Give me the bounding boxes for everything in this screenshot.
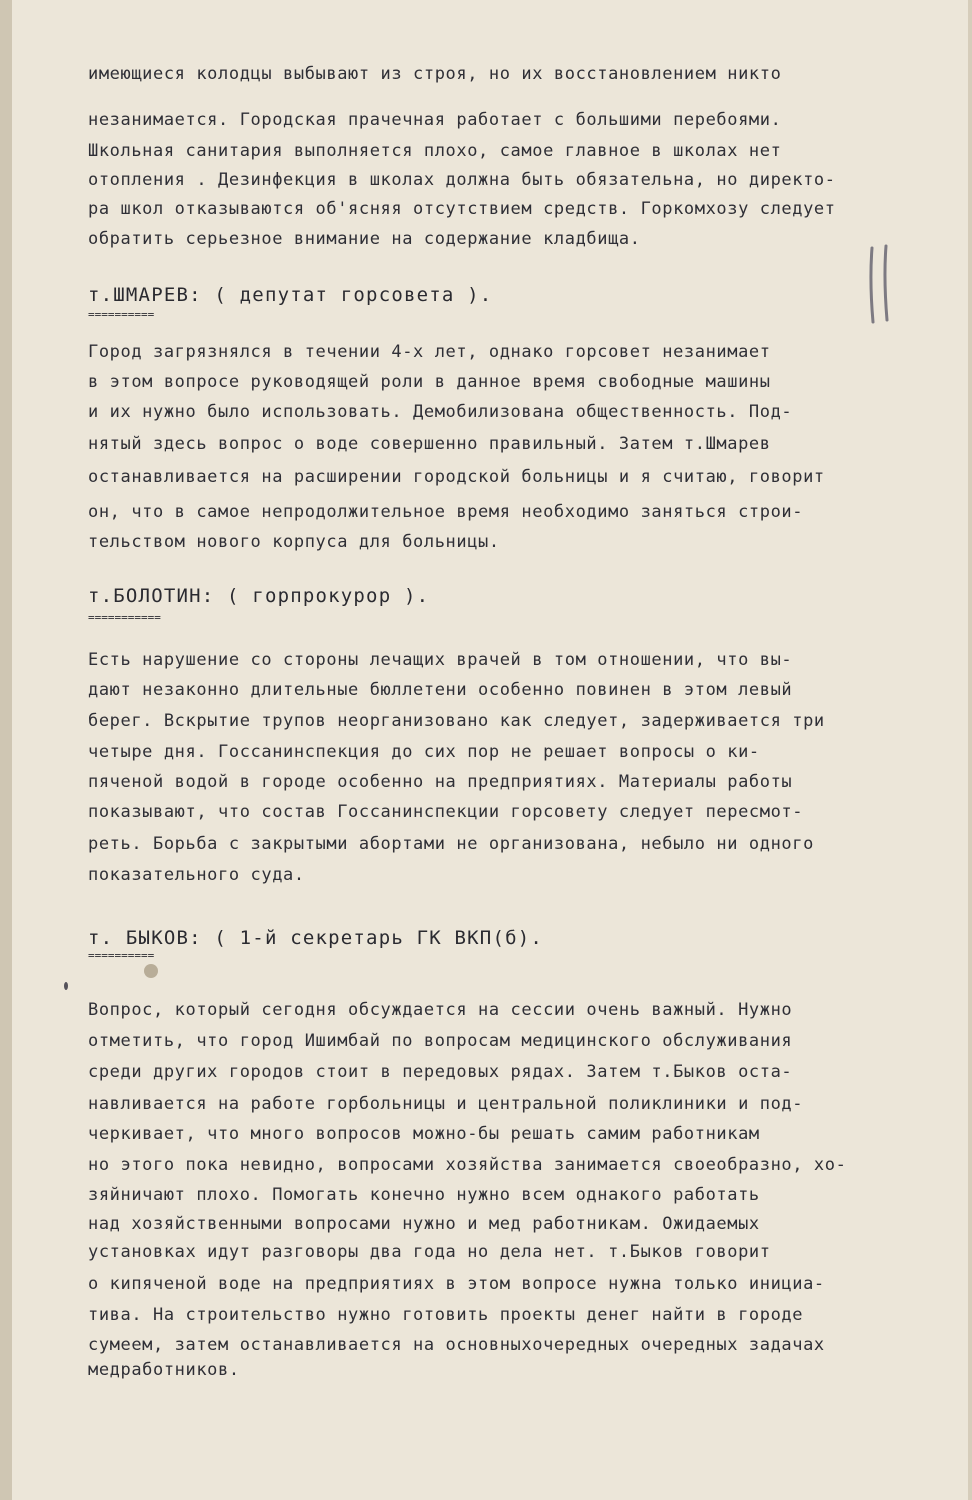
paragraph4-line: над хозяйственными вопросами нужно и мед работникам. Ожидаемых bbox=[88, 1214, 760, 1234]
paragraph4-line: среди других городов стоит в передовых рядах. Затем т.Быков оста- bbox=[88, 1062, 793, 1082]
paragraph4-line: тива. На строительство нужно готовить проекты денег найти в городе bbox=[88, 1305, 804, 1325]
paragraph4-line: о кипяченой воде на предприятиях в этом вопросе нужна только инициа- bbox=[88, 1274, 825, 1294]
paragraph4-line: сумеем, затем останавливается на основныхочередных очередных задачах bbox=[88, 1335, 825, 1355]
paragraph3-line: показывают, что состав Госсанинспекции горсовету следует пересмот- bbox=[88, 802, 804, 822]
paragraph4-line: черкивает, что много вопросов можно-бы решать самим работникам bbox=[88, 1124, 760, 1144]
paragraph4-line: медработников. bbox=[88, 1360, 240, 1380]
paragraph1-line: Школьная санитария выполняется плохо, самое главное в школах нет bbox=[88, 141, 782, 161]
speaker-heading: т.БОЛОТИН: ( горпрокурор ). bbox=[88, 585, 430, 607]
paragraph3-line: Есть нарушение со стороны лечащих врачей в том отношении, что вы- bbox=[88, 650, 793, 670]
paragraph3-line: реть. Борьба с закрытыми абортами не организована, небыло ни одного bbox=[88, 834, 814, 854]
paragraph2-line: нятый здесь вопрос о воде совершенно правильный. Затем т.Шмарев bbox=[88, 434, 771, 454]
paragraph1-line: обратить серьезное внимание на содержание кладбища. bbox=[88, 229, 641, 249]
paragraph4-line: зяйничают плохо. Помогать конечно нужно всем однакого работать bbox=[88, 1185, 760, 1205]
paragraph1-line: ра школ отказываются об'ясняя отсутствием средств. Горкомхозу следует bbox=[88, 199, 836, 219]
paragraph1-line: имеющиеся колодцы выбывают из строя, но их восстановлением никто bbox=[88, 64, 782, 84]
paper-stain bbox=[144, 964, 158, 978]
paragraph3-line: берег. Вскрытие трупов неорганизовано как следует, задерживается три bbox=[88, 711, 825, 731]
paragraph2-line: тельством нового корпуса для больницы. bbox=[88, 532, 500, 552]
paragraph2-line: в этом вопросе руководящей роли в данное время свободные машины bbox=[88, 372, 771, 392]
paragraph2-line: останавливается на расширении городской больницы и я считаю, говорит bbox=[88, 467, 825, 487]
paragraph3-line: показательного суда. bbox=[88, 865, 305, 885]
paragraph2-line: Город загрязнялся в течении 4-х лет, однако горсовет незанимает bbox=[88, 342, 771, 362]
paragraph2-line: он, что в самое непродолжительное время необходимо заняться строи- bbox=[88, 502, 804, 522]
paragraph3-line: дают незаконно длительные бюллетени особенно повинен в этом левый bbox=[88, 680, 793, 700]
paragraph1-line: отопления . Дезинфекция в школах должна быть обязательна, но директо- bbox=[88, 170, 836, 190]
paragraph1-line: незанимается. Городская прачечная работает с большими перебоями. bbox=[88, 110, 782, 130]
ink-mark bbox=[64, 982, 68, 990]
page-right-edge bbox=[968, 0, 972, 1500]
pencil-mark-icon bbox=[860, 244, 900, 324]
paragraph4-line: отметить, что город Ишимбай по вопросам медицинского обслуживания bbox=[88, 1031, 793, 1051]
paragraph2-line: и их нужно было использовать. Демобилизована общественность. Под- bbox=[88, 402, 793, 422]
paragraph4-line: навливается на работе горбольницы и центральной поликлиники и под- bbox=[88, 1094, 804, 1114]
paragraph4-line: но этого пока невидно, вопросами хозяйства занимается своеобразно, хо- bbox=[88, 1155, 847, 1175]
speaker-heading: т.ШМАРЕВ: ( депутат горсовета ). bbox=[88, 284, 493, 306]
heading-underline: ========== bbox=[88, 949, 155, 962]
paragraph4-line: Вопрос, который сегодня обсуждается на сессии очень важный. Нужно bbox=[88, 1000, 793, 1020]
heading-underline: ========== bbox=[88, 308, 155, 321]
heading-underline: =========== bbox=[88, 611, 161, 624]
paragraph3-line: четыре дня. Госсанинспекция до сих пор не решает вопросы о ки- bbox=[88, 742, 760, 762]
paragraph4-line: установках идут разговоры два года но дела нет. т.Быков говорит bbox=[88, 1242, 771, 1262]
speaker-heading: т. БЫКОВ: ( 1-й секретарь ГК ВКП(б). bbox=[88, 927, 544, 949]
page-left-edge bbox=[0, 0, 12, 1500]
paragraph3-line: пяченой водой в городе особенно на предприятиях. Материалы работы bbox=[88, 772, 793, 792]
